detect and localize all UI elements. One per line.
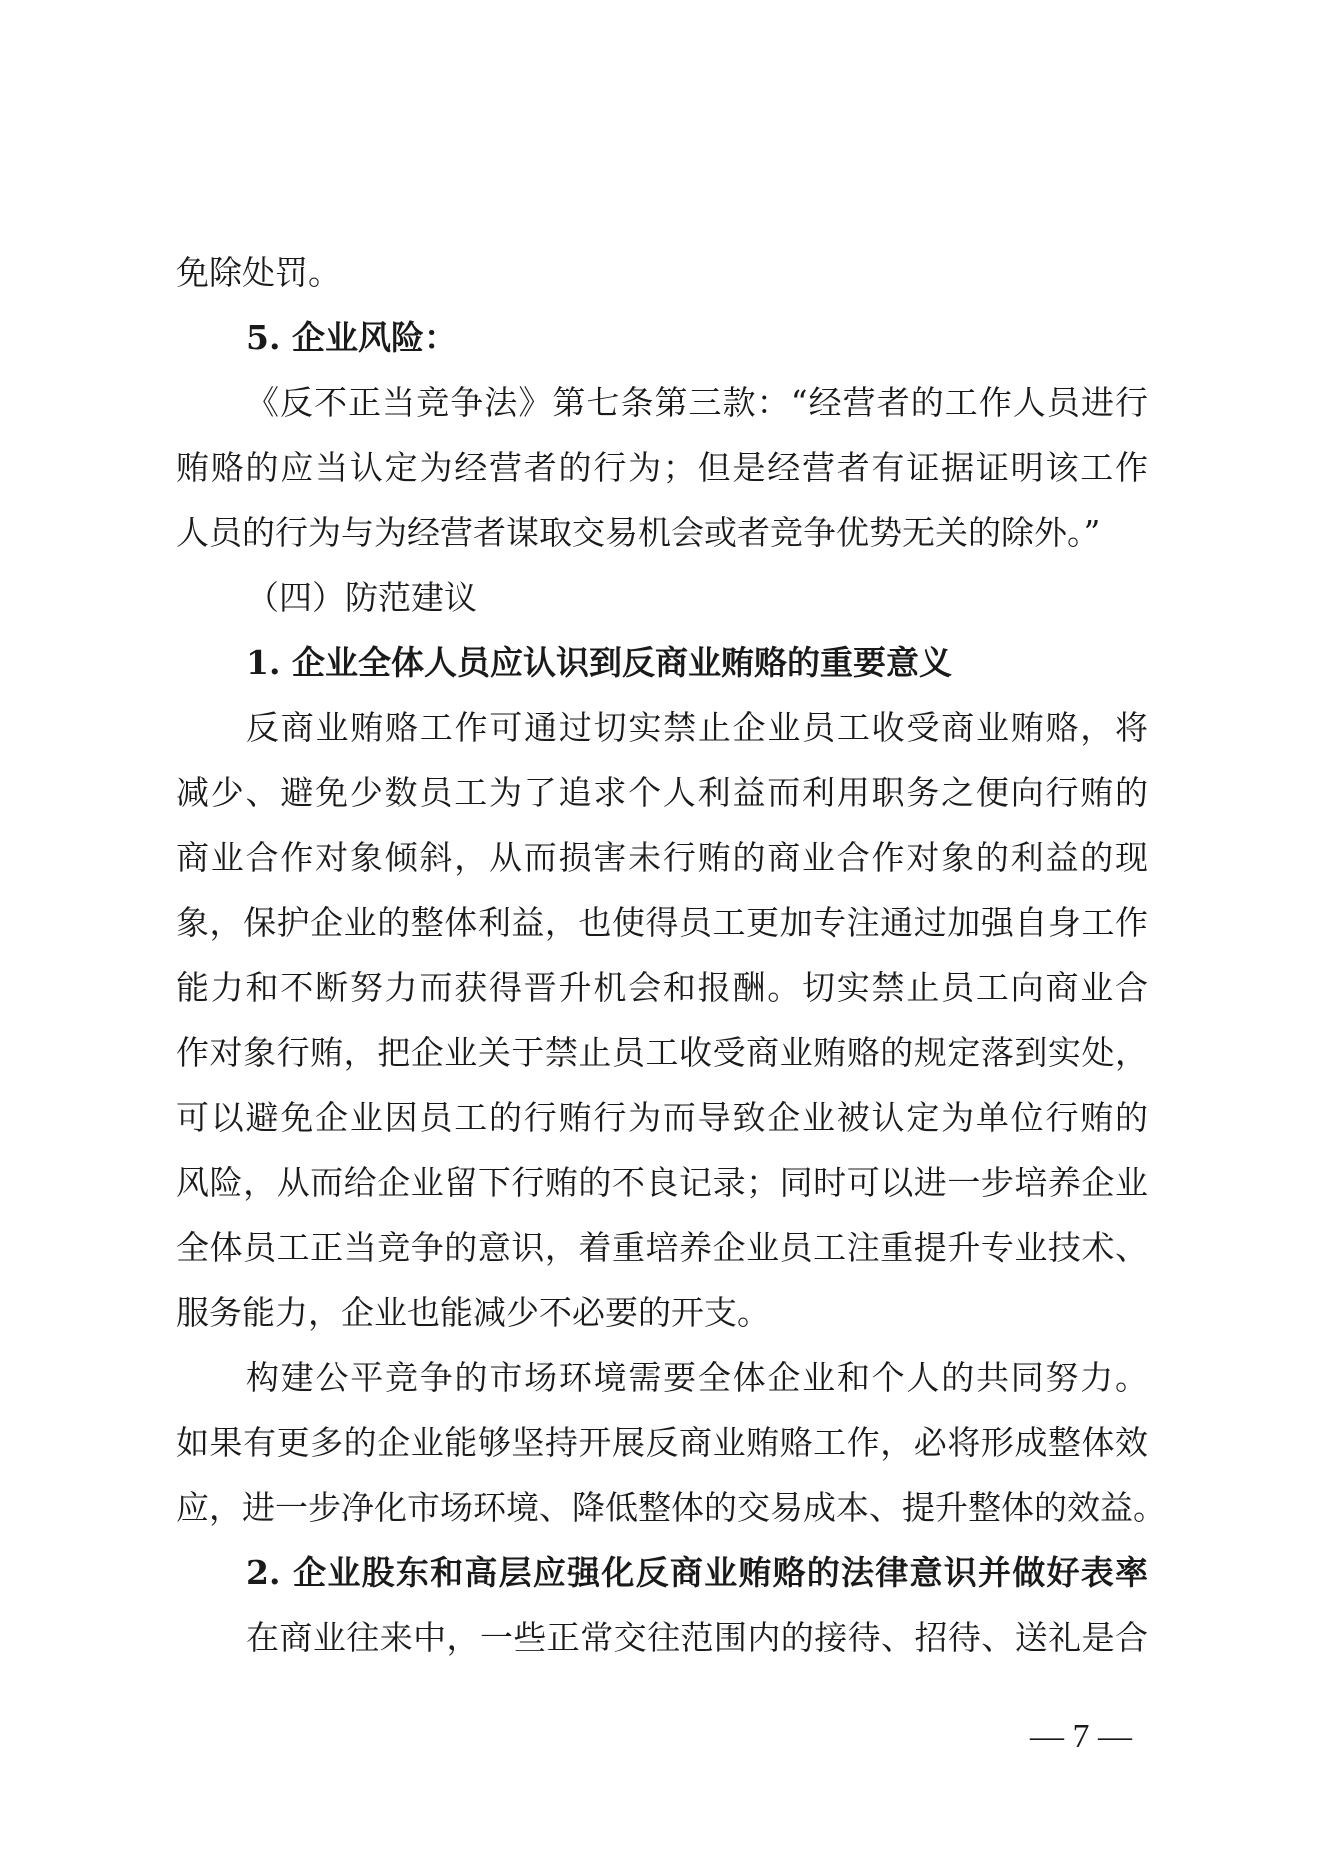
text-line: 免除处罚。	[176, 253, 341, 292]
page-number: — 7 —	[1030, 1718, 1132, 1755]
text-line: 人员的行为与为经营者谋取交易机会或者竞争优势无关的除外。”	[176, 513, 1101, 552]
text-line: 服务能力，企业也能减少不必要的开支。	[176, 1293, 770, 1332]
document-body	[176, 240, 1166, 1670]
text-line: 象，保护企业的整体利益，也使得员工更加专注通过加强自身工作	[176, 903, 1148, 942]
text-line: 在商业往来中，一些正常交往范围内的接待、招待、送礼是合	[246, 1618, 1148, 1657]
text-line: 5. 企业风险：	[246, 318, 457, 357]
text-line: 反商业贿赂工作可通过切实禁止企业员工收受商业贿赂，将	[246, 708, 1148, 747]
text-line: 2. 企业股东和高层应强化反商业贿赂的法律意识并做好表率	[246, 1553, 1148, 1592]
text-line: 能力和不断努力而获得晋升机会和报酬。切实禁止员工向商业合	[176, 968, 1148, 1007]
text-line: 1. 企业全体人员应认识到反商业贿赂的重要意义	[246, 643, 952, 682]
text-line: 作对象行贿，把企业关于禁止员工收受商业贿赂的规定落到实处，	[176, 1033, 1148, 1072]
text-line: 构建公平竞争的市场环境需要全体企业和个人的共同努力。	[246, 1358, 1148, 1397]
text-line: 《反不正当竞争法》第七条第三款：“经营者的工作人员进行	[246, 383, 1148, 422]
text-line: 贿赂的应当认定为经营者的行为；但是经营者有证据证明该工作	[176, 448, 1148, 487]
text-line: 减少、避免少数员工为了追求个人利益而利用职务之便向行贿的	[176, 773, 1148, 812]
text-line: 可以避免企业因员工的行贿行为而导致企业被认定为单位行贿的	[176, 1098, 1148, 1137]
text-line: 风险，从而给企业留下行贿的不良记录；同时可以进一步培养企业	[176, 1163, 1148, 1202]
text-line: （四）防范建议	[246, 578, 477, 617]
text-line: 如果有更多的企业能够坚持开展反商业贿赂工作，必将形成整体效	[176, 1423, 1148, 1462]
text-line: 应，进一步净化市场环境、降低整体的交易成本、提升整体的效益。	[176, 1488, 1166, 1527]
text-line: 全体员工正当竞争的意识，着重培养企业员工注重提升专业技术、	[176, 1228, 1148, 1267]
text-line: 商业合作对象倾斜，从而损害未行贿的商业合作对象的利益的现	[176, 838, 1148, 877]
